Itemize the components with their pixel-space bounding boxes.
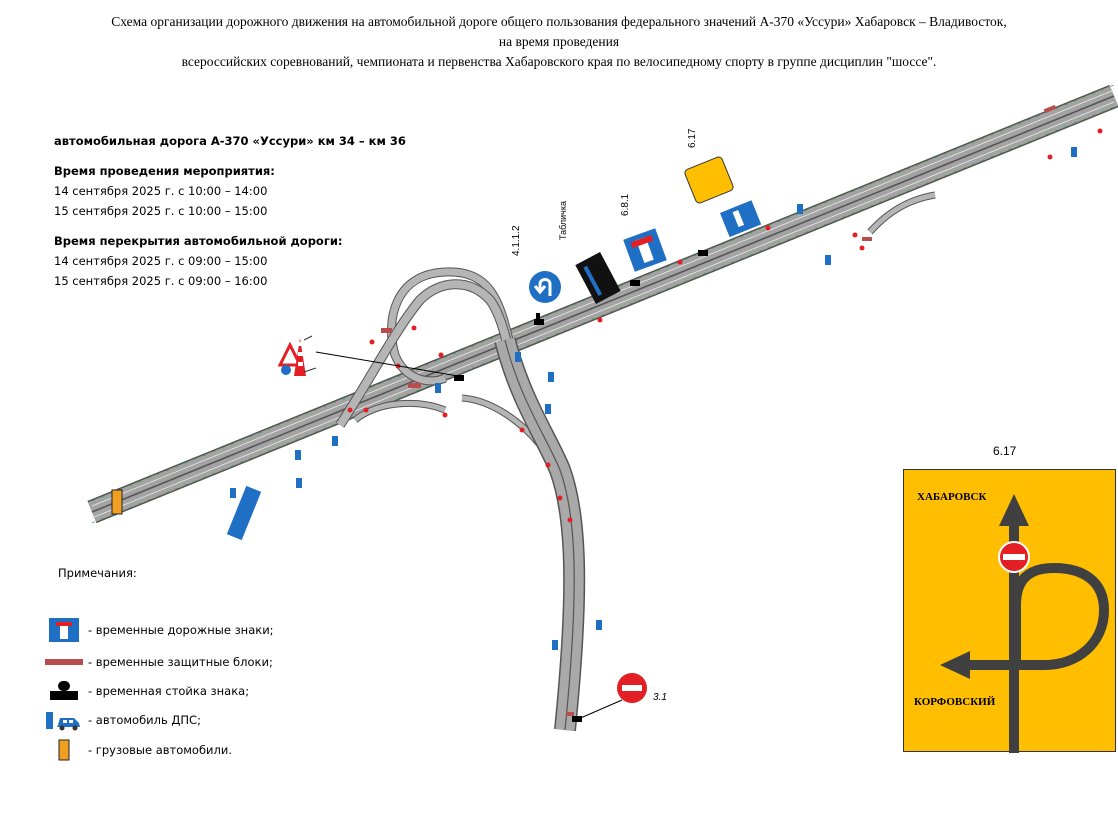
roadworks-signs [280,336,316,376]
destination-top: ХАБАРОВСК [917,491,987,503]
sign-6-8-1 [623,228,667,272]
title-line-1: Схема организации дорожного движения на автомобильной дороге общего пользования федерального значений А-370 «Уссури» Хабаровск – Владивосток, [111,14,1007,29]
table-label: Табличка [558,201,568,240]
sign-6-17-small-label: 6.17 [687,128,698,148]
truck-marker [112,490,122,514]
page-title [0,12,1118,72]
sign-6-17-code: 6.17 [993,444,1017,458]
sign-6-17-detail [903,469,1116,752]
event-time-day1: 14 сентября 2025 г. с 10:00 – 14:00 [54,184,268,198]
event-time-day2: 15 сентября 2025 г. с 10:00 – 15:00 [54,204,268,218]
legend-label-sign-stand: - временная стойка знака; [88,684,250,698]
legend-label-police-car: - автомобиль ДПС; [88,713,201,727]
truck-icon [44,739,84,761]
closure-time-heading: Время перекрытия автомобильной дороги: [54,234,343,248]
barrier-block-icon [44,658,84,666]
destination-bottom: КОРФОВСКИЙ [914,696,996,708]
legend-item-barrier-blocks [44,650,273,674]
legend-item-truck [44,738,232,762]
legend-label-barrier-blocks: - временные защитные блоки; [88,655,273,669]
title-line-3: всероссийских соревнований, чемпионата и первенства Хабаровского края по велосипедному спорту в группе дисциплин "шоссе". [181,54,937,69]
sign-3-1-label: 3.1 [653,692,667,703]
legend-item-temporary-signs [44,618,274,642]
closure-time-day2: 15 сентября 2025 г. с 09:00 – 16:00 [54,274,268,288]
no-entry-sign-3-1 [572,673,647,722]
temporary-sign-icon [44,618,84,642]
road-name: автомобильная дорога А-370 «Уссури» км 34 – км 36 [54,134,406,148]
sign-stand-icon [44,681,84,701]
sign-6-17-small [684,156,735,204]
legend-label-truck: - грузовые автомобили. [88,743,233,757]
event-time-heading: Время проведения мероприятия: [54,164,275,178]
title-line-2: на время проведения [498,34,620,49]
legend-title: Примечания: [58,566,137,580]
interchange-ramps [340,195,935,730]
police-car-icon [44,709,84,731]
main-highway [92,85,1114,523]
legend-item-police-car [44,708,201,732]
legend-label-temporary-signs: - временные дорожные знаки; [88,623,274,637]
legend-item-sign-stand [44,679,249,703]
sign-6-8-1-label: 6.8.1 [620,193,631,216]
sign-4-1-1-2-label: 4.1.1.2 [511,225,522,256]
closure-time-day1: 14 сентября 2025 г. с 09:00 – 15:00 [54,254,268,268]
detour-scheme-icon [904,470,1117,753]
